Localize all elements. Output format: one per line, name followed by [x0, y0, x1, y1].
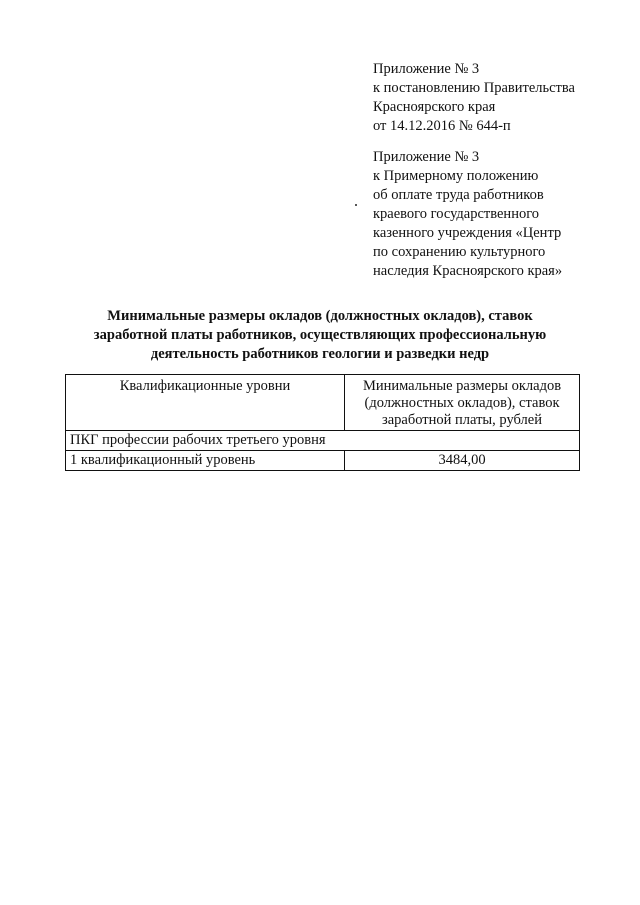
- appendix-a-line: от 14.12.2016 № 644-п: [373, 118, 511, 134]
- qualification-level-cell: 1 квалификационный уровень: [66, 451, 345, 471]
- appendix-model-regulation: [373, 148, 562, 281]
- appendix-b-line: краевого государственного: [373, 206, 540, 222]
- appendix-a-line: Приложение № 3: [373, 61, 480, 77]
- title-line: заработной платы работников, осуществляющих профессиональную: [93, 327, 547, 343]
- appendix-government-decree: [373, 60, 575, 136]
- header-minimum-salary: [345, 375, 580, 431]
- appendix-b-line: Приложение № 3: [373, 149, 480, 165]
- scan-speck: [355, 204, 357, 206]
- table-row: [66, 451, 580, 471]
- salary-value-cell: 3484,00: [345, 451, 580, 471]
- appendix-a-line: к постановлению Правительства: [373, 80, 575, 96]
- title-line: Минимальные размеры окладов (должностных окладов), ставок: [107, 308, 533, 324]
- appendix-b-line: казенного учреждения «Центр: [373, 225, 562, 241]
- appendix-b-line: к Примерному положению: [373, 168, 539, 184]
- appendix-a-line: Красноярского края: [373, 99, 496, 115]
- header-salary-line: Минимальные размеры окладов: [362, 378, 562, 394]
- group-row: [66, 431, 580, 451]
- title-line: деятельность работников геологии и разведки недр: [150, 346, 490, 362]
- document-title: [60, 307, 580, 364]
- header-salary-line: (должностных окладов), ставок: [364, 395, 560, 411]
- appendix-b-line: об оплате труда работников: [373, 187, 544, 203]
- professional-group-label: ПКГ профессии рабочих третьего уровня: [66, 431, 580, 451]
- header-qualification-levels: Квалификационные уровни: [66, 375, 345, 431]
- appendix-b-line: по сохранению культурного: [373, 244, 546, 260]
- salary-table: [65, 374, 580, 471]
- table-header-row: [66, 375, 580, 431]
- header-salary-line: заработной платы, рублей: [382, 412, 542, 428]
- appendix-b-line: наследия Красноярского края»: [373, 263, 563, 279]
